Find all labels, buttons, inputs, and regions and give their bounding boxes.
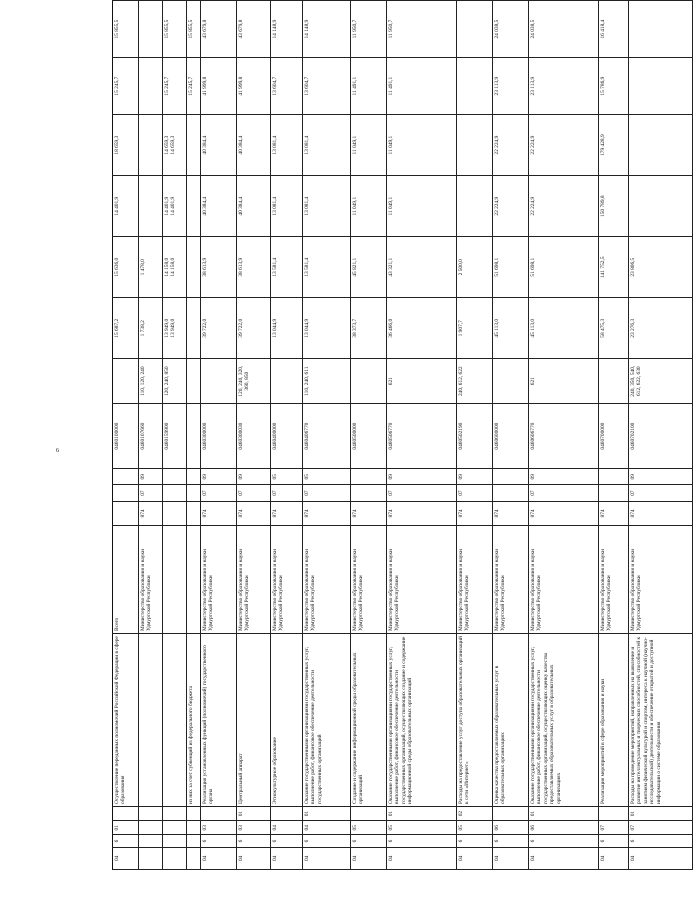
table-cell [351,469,387,485]
table-row [163,1,187,870]
table-cell [139,847,163,869]
table-cell: Этнокультурное образование [271,633,303,806]
table-cell: Министерство образования и науки Удмуртской Республики [629,526,693,634]
table-cell: 51 698,1 [493,237,529,298]
table-cell [113,469,139,485]
table-cell: 36 466,0 [387,298,457,359]
table-cell [139,806,163,820]
table-cell: 45 113,0 [529,298,599,359]
table-cell: 14 158,0 14 158,0 [163,237,187,298]
table-cell: 874 [303,501,351,525]
table-cell: Центральный аппарат [237,633,271,806]
table-cell: 13 044,9 [271,298,303,359]
table-cell: 45 821,1 [351,237,387,298]
table-cell: Министерство образования и науки Удмуртской Республики [493,526,529,634]
table-cell: Оказание государственными организациями государственных услуг, выполнение работ, финансовое обеспечение деятельности государственных организаций, осуществляющих создание и содержание информационной среды образовательных организаций [387,633,457,806]
table-cell: 874 [457,501,493,525]
table-cell: 240, 350, 540, 612, 622, 630 [629,359,693,404]
table-cell: 120, 240, 320, 360, 850 [237,359,271,404]
table-cell: 01 [237,806,271,820]
table-row [201,1,237,870]
table-cell: Реализация установленных функций (полномочий) государственного органа [201,633,237,806]
table-cell: 874 [237,501,271,525]
table-cell: 01 [629,806,693,820]
table-cell [187,404,201,469]
table-cell [201,806,237,820]
table-cell: 0460159900 [163,404,187,469]
table-row [629,1,693,870]
table-cell: 39 722,0 [201,298,237,359]
table-cell [187,835,201,847]
table-cell: 11 049,1 [387,115,457,176]
rotated-page [112,0,662,870]
table-cell: 120, 240, 850 [163,359,187,404]
table-cell [163,485,187,501]
table-cell: 40 384,4 [201,115,237,176]
table-cell: 24 038,5 [493,1,529,58]
table-cell: 04 [271,821,303,835]
table-cell: 38 373,7 [351,298,387,359]
table-row [351,1,387,870]
table-cell [629,115,693,176]
table-row [457,1,493,870]
table-cell: 15 855,5 [113,1,139,58]
table-cell: 240, 612, 622 [457,359,493,404]
table-cell: Всего [113,526,139,634]
table-cell: 2 500,0 [457,237,493,298]
table-cell [113,501,139,525]
table-cell: из них за счет субвенций из федерального бюджета [187,633,201,806]
table-cell [457,1,493,58]
table-cell: 41 999,8 [237,58,271,115]
table-cell [113,485,139,501]
table-row [237,1,271,870]
table-cell: 23 113,9 [529,58,599,115]
table-cell: 13 081,4 [303,176,351,237]
table-cell: 1 738,2 [139,298,163,359]
table-cell: 23 113,9 [493,58,529,115]
table-cell: 874 [493,501,529,525]
table-cell: 07 [237,485,271,501]
table-cell: 43 321,1 [387,237,457,298]
table-cell: 6 [599,835,629,847]
table-cell [493,806,529,820]
page-number: 6 [56,448,59,454]
table-cell: 874 [351,501,387,525]
table-cell: 23 276,3 [629,298,693,359]
table-cell: 04 [529,847,599,869]
table-cell: Оказание государственными организациями государственных услуг, выполнение работ, финансовое обеспечение деятельности государственных организаций, осуществляющих оценку качества предоставляемых образовательных услуг в образовательных организациях [529,633,599,806]
table-cell [493,359,529,404]
table-cell: 09 [529,469,599,485]
table-cell: 13 949,0 13 949,0 [163,298,187,359]
table-row [599,1,629,870]
table-cell: 14 401,9 [113,176,139,237]
table-row [139,1,163,870]
table-cell: 1 907,7 [457,298,493,359]
table-cell: 07 [387,485,457,501]
table-cell [187,469,201,485]
table-cell [187,298,201,359]
table-cell: 15 786,9 [599,58,629,115]
table-cell: 07 [139,485,163,501]
table-cell: 0460702100 [629,404,693,469]
table-cell [187,176,201,237]
table-cell: 150 789,8 [599,176,629,237]
table-row [271,1,303,870]
table-cell: 09 [139,469,163,485]
table-cell: 11 950,7 [387,1,457,58]
table-cell [351,359,387,404]
table-cell: 06 [529,821,599,835]
table-cell: 45 113,0 [493,298,529,359]
table-cell: Создание и содержание информационной среды образовательных организаций [351,633,387,806]
table-cell: 03 [237,821,271,835]
budget-table [112,0,693,870]
table-cell: 13 581,4 [303,237,351,298]
table-cell: 07 [303,485,351,501]
table-cell: 22 224,9 [529,115,599,176]
table-cell: 179 428,9 [599,115,629,176]
table-cell: 16 418,4 [599,1,629,58]
table-cell: 07 [271,485,303,501]
table-cell: 22 224,9 [493,115,529,176]
table-cell [629,176,693,237]
table-cell [163,526,187,634]
table-cell: 11 491,1 [387,58,457,115]
table-row [529,1,599,870]
table-cell: 04 [201,847,237,869]
table-cell: 0460300030 [237,404,271,469]
table-cell [163,835,187,847]
table-cell: 04 [113,847,139,869]
table-cell: Оказание государственными организациями государственных услуг, выполнение работ, финансовое обеспечение деятельности государственных организаций [303,633,351,806]
table-cell: 23 806,5 [629,237,693,298]
table-cell: 15 687,2 [113,298,139,359]
table-cell: 18 659,3 [113,115,139,176]
table-cell: 22 224,9 [529,176,599,237]
table-cell [139,176,163,237]
table-cell [599,806,629,820]
table-cell [139,821,163,835]
table-cell: 09 [237,469,271,485]
table-cell [163,469,187,485]
table-cell: 09 [457,469,493,485]
table-cell: 0460502190 [457,404,493,469]
table-cell [187,359,201,404]
table-cell: 6 [303,835,351,847]
table-cell: 14 401,9 14 401,9 [163,176,187,237]
table-cell: 6 [493,835,529,847]
table-cell [201,359,237,404]
table-cell [629,1,693,58]
table-cell: 07 [629,485,693,501]
table-cell: Реализация мероприятий в сфере образования и науки [599,633,629,806]
table-cell [113,359,139,404]
table-cell: 11 491,1 [351,58,387,115]
table-cell: 874 [629,501,693,525]
table-cell: 09 [201,469,237,485]
table-cell [139,58,163,115]
table-cell: 13 604,7 [271,58,303,115]
table-row [387,1,457,870]
table-cell: 6 [457,835,493,847]
table-cell: 13 081,4 [271,115,303,176]
table-cell [599,359,629,404]
table-cell: 22 224,9 [493,176,529,237]
table-cell: Оценка качества предоставляемых образовательных услуг в образовательных организациях [493,633,529,806]
table-cell [139,633,163,806]
table-cell: 15 245,7 [163,58,187,115]
table-row [187,1,201,870]
table-cell [457,115,493,176]
table-cell [187,485,201,501]
table-cell: 07 [529,485,599,501]
table-cell [187,847,201,869]
table-cell: Осуществление переданных полномочий Российской Федерации в сфере образования [113,633,139,806]
table-cell: 6 [113,835,139,847]
table-cell: 40 384,4 [201,176,237,237]
table-cell [163,501,187,525]
table-cell: 43 679,8 [237,1,271,58]
table-cell: 40 384,4 [237,176,271,237]
table-cell: 07 [457,485,493,501]
table-cell: 15 855,5 [163,1,187,58]
table-cell: 05 [303,469,351,485]
table-cell: 0460600000 [493,404,529,469]
table-cell [187,115,201,176]
table-cell [187,821,201,835]
table-cell: 621 [387,359,457,404]
table-cell: 05 [271,469,303,485]
table-cell: 0460500000 [351,404,387,469]
table-cell: 0460300000 [201,404,237,469]
table-cell: 0460400000 [271,404,303,469]
table-cell [351,485,387,501]
table-row [113,1,139,870]
table-cell: 05 [351,821,387,835]
table-cell: 0460700000 [599,404,629,469]
table-cell: 04 [599,847,629,869]
table-cell: 14 148,9 [303,1,351,58]
table-cell: 14 148,9 [271,1,303,58]
table-cell [493,485,529,501]
table-cell: 13 081,4 [271,176,303,237]
table-cell [163,847,187,869]
table-cell: Министерство образования и науки Удмуртской Республики [201,526,237,634]
table-cell: 15 245,7 [187,58,201,115]
table-cell [163,821,187,835]
table-cell: 13 044,9 [303,298,351,359]
table-cell [187,237,201,298]
table-cell: 6 [351,835,387,847]
table-cell: Министерство образования и науки Удмуртской Республики [303,526,351,634]
table-cell: 04 [457,847,493,869]
table-cell [163,633,187,806]
table-cell: 6 [629,835,693,847]
table-cell: Министерство образования и науки Удмуртской Республики [599,526,629,634]
table-cell [457,176,493,237]
table-cell: Министерство образования и науки Удмуртской Республики [237,526,271,634]
table-cell: 01 [529,806,599,820]
table-cell [457,58,493,115]
table-cell: 07 [201,485,237,501]
table-cell: 15 636,0 [113,237,139,298]
table-cell: 04 [629,847,693,869]
table-cell: Министерство образования и науки Удмуртской Республики [387,526,457,634]
table-cell: 04 [387,847,457,869]
table-cell: 0460506770 [387,404,457,469]
table-cell: 07 [599,821,629,835]
table-cell [599,485,629,501]
table-cell: 874 [201,501,237,525]
table-cell [187,501,201,525]
table-cell: 6 [237,835,271,847]
table-cell: 38 613,9 [201,237,237,298]
table-cell: 874 [599,501,629,525]
table-cell: 1 478,0 [139,237,163,298]
table-cell: 02 [457,806,493,820]
table-cell: 15 245,7 [113,58,139,115]
table-cell: 11 049,1 [387,176,457,237]
table-cell: 01 [387,806,457,820]
table-cell: Министерство образования и науки Удмуртской Республики [139,526,163,634]
table-cell: 07 [629,821,693,835]
table-cell: 05 [387,821,457,835]
table-cell [599,469,629,485]
table-cell [187,526,201,634]
table-cell: Министерство образования и науки Удмуртской Республики [529,526,599,634]
table-cell: 01 [303,806,351,820]
table-cell: 621 [529,359,599,404]
table-cell: 03 [201,821,237,835]
table-cell: 110, 120, 240 [139,359,163,404]
table-row [303,1,351,870]
table-cell [629,58,693,115]
table-cell: 0460606770 [529,404,599,469]
table-cell: 04 [303,847,351,869]
table-cell: Расходы на проведение мероприятий, направленных на выявление и развитие интеллектуальных и творческих способностей, способностей к занятиям физической культурой и спортом, интереса к научной (научно-исследовательской) деятельности и обеспечение открытой и доступной информации о системе образования [629,633,693,806]
table-cell: 874 [139,501,163,525]
table-cell: 24 038,5 [529,1,599,58]
table-cell: 11 049,1 [351,115,387,176]
table-cell: 874 [529,501,599,525]
table-cell: 38 613,9 [237,237,271,298]
table-cell: 0460107660 [139,404,163,469]
table-cell: 141 752,5 [599,237,629,298]
table-cell: 110, 240, 611 [303,359,351,404]
table-cell: Министерство образования и науки Удмуртской Республики [271,526,303,634]
table-cell: 04 [237,847,271,869]
table-cell: 40 384,4 [237,115,271,176]
table-row [493,1,529,870]
table-cell: 15 855,5 [187,1,201,58]
table-cell: 04 [303,821,351,835]
table-cell: 6 [201,835,237,847]
table-cell: 11 950,7 [351,1,387,58]
table-cell: 14 659,3 14 659,3 [163,115,187,176]
table-cell: Расходы на предоставление услуг доступа образовательных организаций к сети «Интернет» [457,633,493,806]
table-cell: 04 [351,847,387,869]
table-cell: 0460406770 [303,404,351,469]
table-cell: 6 [271,835,303,847]
table-cell: 43 679,8 [201,1,237,58]
table-cell: 09 [387,469,457,485]
table-cell: 51 698,1 [529,237,599,298]
table-cell: 41 999,8 [201,58,237,115]
table-cell: 874 [387,501,457,525]
table-cell: 04 [271,847,303,869]
table-cell: 6 [529,835,599,847]
table-cell: Министерство образования и науки Удмуртской Республики [457,526,493,634]
table-cell: 05 [457,821,493,835]
table-cell: 6 [387,835,457,847]
table-cell: 04 [493,847,529,869]
table-cell [271,359,303,404]
table-cell [163,806,187,820]
table-cell [139,115,163,176]
table-cell: Министерство образования и науки Удмуртской Республики [351,526,387,634]
table-cell: 09 [629,469,693,485]
table-cell: 11 049,1 [351,176,387,237]
table-cell: 13 604,7 [303,58,351,115]
table-cell: 58 475,3 [599,298,629,359]
table-cell: 13 581,4 [271,237,303,298]
table-cell [139,1,163,58]
table-cell: 06 [493,821,529,835]
table-cell: 0460100000 [113,404,139,469]
table-cell [271,806,303,820]
table-cell: 01 [113,821,139,835]
table-cell [351,806,387,820]
table-cell: 874 [271,501,303,525]
table-cell: 13 081,4 [303,115,351,176]
table-cell [139,835,163,847]
table-cell [113,806,139,820]
table-cell: 39 722,0 [237,298,271,359]
table-cell [187,806,201,820]
table-cell [493,469,529,485]
